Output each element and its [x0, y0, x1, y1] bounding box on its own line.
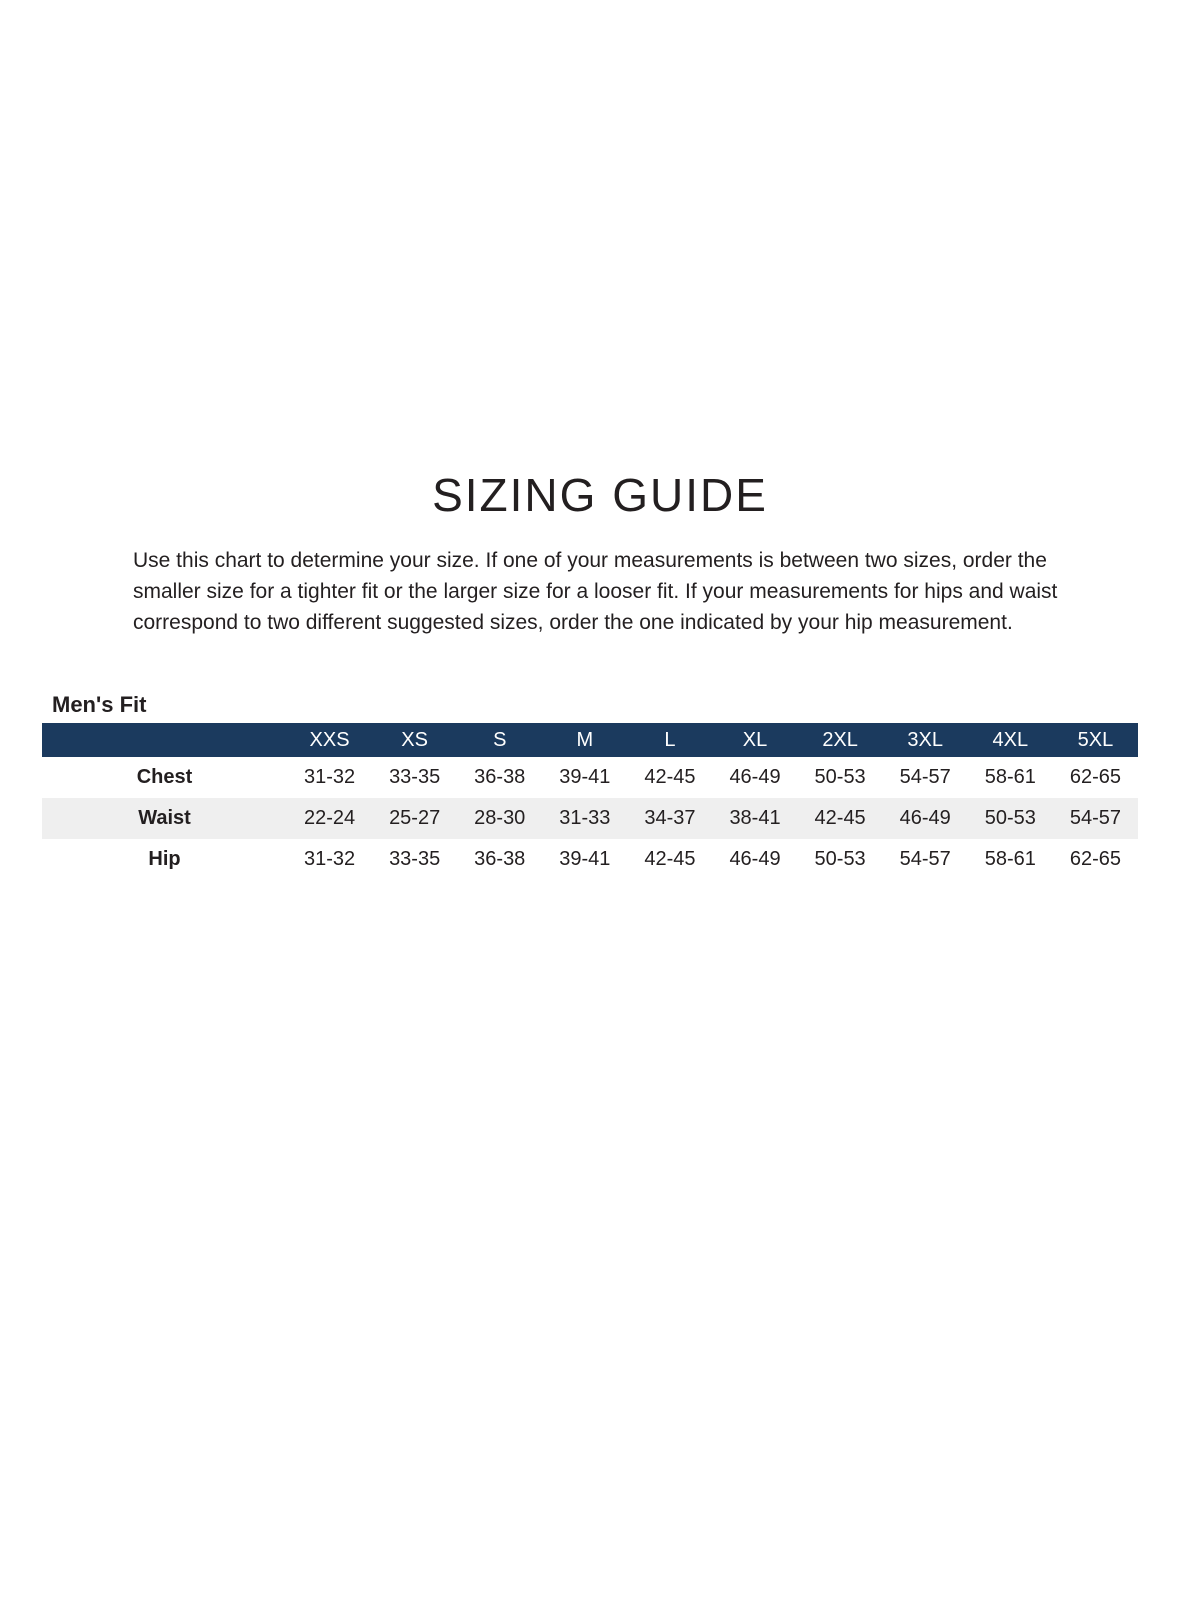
size-cell: 25-27 — [372, 798, 457, 839]
size-cell: 31-32 — [303, 848, 356, 870]
size-cell: 50-53 — [814, 766, 866, 788]
size-cell: 62-65 — [1069, 848, 1121, 870]
intro-paragraph: Use this chart to determine your size. If one of your measurements is between two sizes, order the smaller size for a tighter fit or the larger size for a looser fit. If your measurements for hips and waist correspond to two different suggested sizes, order the one indicated by your hip measurement. — [133, 549, 1058, 634]
size-cell: 36-38 — [474, 848, 526, 870]
size-cell: 42-45 — [644, 766, 696, 788]
size-table-header-row — [42, 723, 1138, 757]
size-cell: 38-41 — [712, 798, 797, 839]
section-label-mens-fit: Men's Fit — [52, 692, 147, 717]
size-cell: 50-53 — [814, 848, 866, 870]
row-label-hip: Hip — [148, 848, 181, 870]
size-cell: 46-49 — [883, 798, 968, 839]
size-cell: 46-49 — [729, 848, 781, 870]
size-column-header: S — [457, 723, 542, 757]
size-cell: 50-53 — [968, 798, 1053, 839]
size-column-header: XXS — [287, 723, 372, 757]
size-cell: 31-33 — [542, 798, 627, 839]
table-row-waist — [42, 798, 1138, 839]
size-column-header: 2XL — [798, 723, 883, 757]
table-row-hip — [42, 839, 1138, 880]
size-cell: 58-61 — [984, 766, 1036, 788]
size-column-header: M — [542, 723, 627, 757]
size-cell: 34-37 — [627, 798, 712, 839]
size-column-header: L — [627, 723, 712, 757]
size-cell: 31-32 — [303, 766, 356, 788]
size-cell: 46-49 — [729, 766, 781, 788]
size-cell: 42-45 — [798, 798, 883, 839]
size-cell: 54-57 — [1053, 798, 1138, 839]
page-title: SIZING GUIDE — [432, 469, 768, 521]
size-cell: 33-35 — [389, 848, 441, 870]
size-cell: 36-38 — [474, 766, 526, 788]
size-cell: 42-45 — [644, 848, 696, 870]
row-label-chest: Chest — [136, 766, 193, 788]
size-cell: 54-57 — [899, 848, 951, 870]
size-cell: 58-61 — [984, 848, 1036, 870]
size-cell: 28-30 — [457, 798, 542, 839]
size-column-header: 4XL — [968, 723, 1053, 757]
table-row-chest — [42, 757, 1138, 798]
size-cell: 54-57 — [899, 766, 951, 788]
size-cell: 33-35 — [389, 766, 441, 788]
row-label-waist: Waist — [42, 798, 287, 839]
size-cell: 22-24 — [287, 798, 372, 839]
size-column-header-blank — [42, 723, 287, 757]
size-cell: 39-41 — [559, 766, 611, 788]
size-column-header: 5XL — [1053, 723, 1138, 757]
size-table — [42, 723, 1138, 880]
size-column-header: 3XL — [883, 723, 968, 757]
size-column-header: XL — [712, 723, 797, 757]
size-cell: 62-65 — [1069, 766, 1121, 788]
size-cell: 39-41 — [559, 848, 611, 870]
size-column-header: XS — [372, 723, 457, 757]
